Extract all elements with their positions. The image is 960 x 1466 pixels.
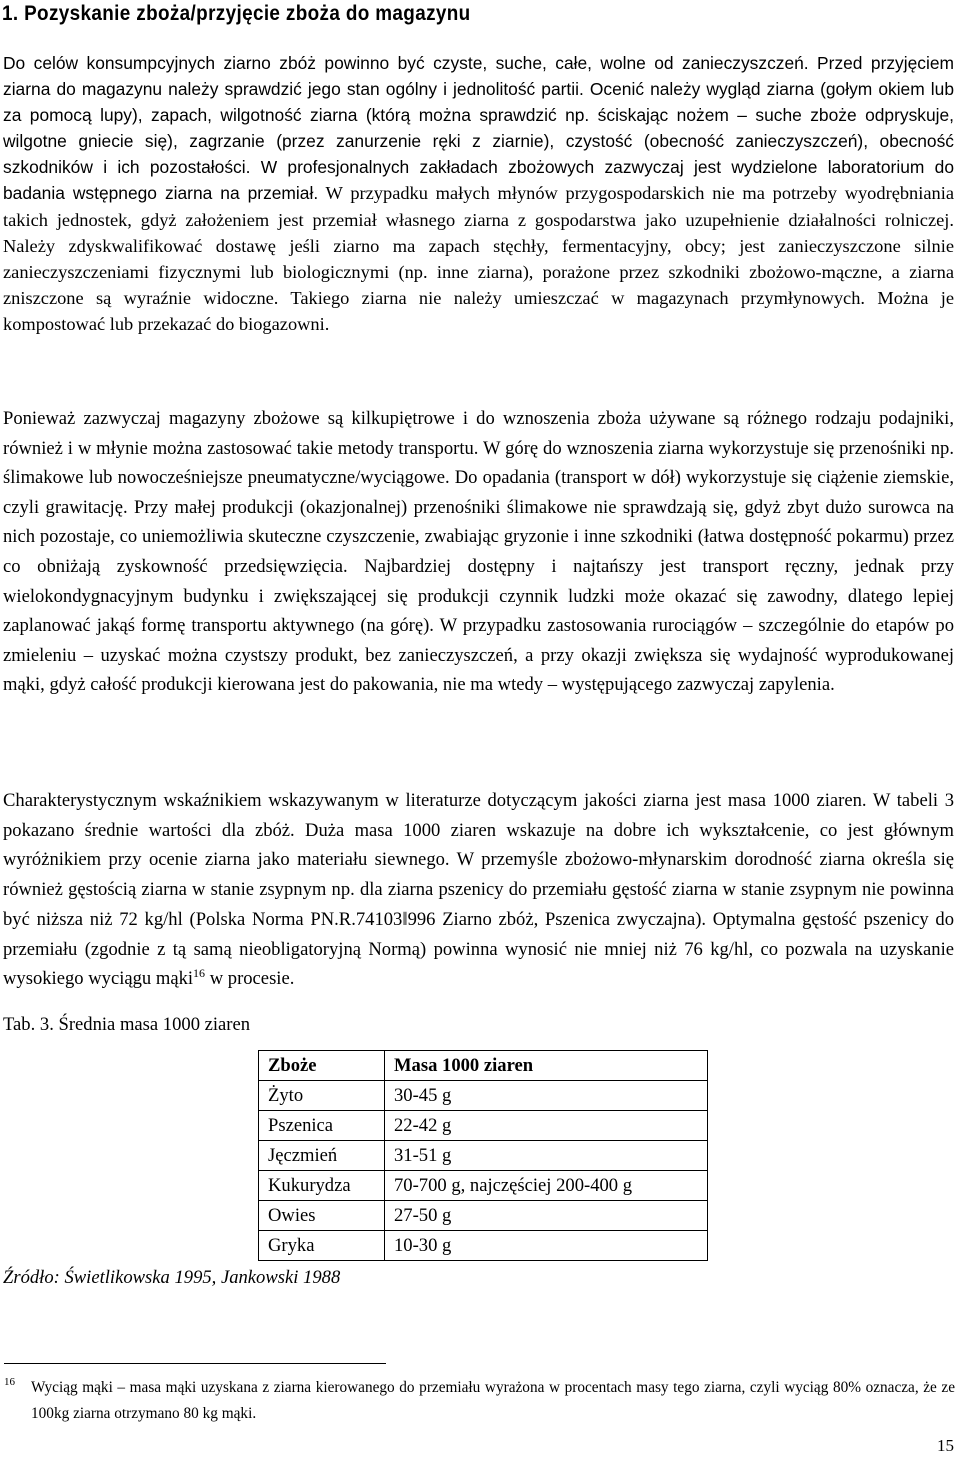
paragraph-transport: Ponieważ zazwyczaj magazyny zbożowe są kilkupiętrowe i do wznoszenia zboża używane są różnego rodzaju podajniki, również i w młynie można zastosować takie metody transportu. W górę do wznoszenia ziarna wykorzystuje się przenośniki np. ślimakowe lub nowocześniejsze pneumatyczne/wyciągowe. Do opadania (transport w dół) wykorzystuje się ciążenie ziemskie, czyli grawitację. Przy małej produkcji (okazjonalnej) przenośniki ślimakowe nie sprawdzają się, gdyż zbyt dużo surowca na nich pozostaje, co uniemożliwia skuteczne czyszczenie, zwabiając gryzonie i inne szkodniki (łatwa dostępność pokarmu) przez co obniżają zyskowność przedsięwzięcia. Najbardziej dostępny i najtańszy jest transport ręczny, jednak przy wielokondygnacyjnym budynku i zwiększającej się produkcji czynnik ludzki może okazać się zawodny, dlatego lepiej zaplanować jakąś formę transportu aktywnego (na górę). W przypadku zastosowania rurociągów – szczególnie do etapów po zmieleniu – uzyskać można czystszy produkt, bez zanieczyszczeń, a przy okazji zwiększa się wydajność wyprodukowanej mąki, gdyż całość produkcji kierowana jest do pakowania, nie ma wtedy – występującego zazwyczaj zapylenia. <box>3 408 954 696</box>
table-cell-mass: 27-50 g <box>385 1201 708 1231</box>
table-source: Źródło: Świetlikowska 1995, Jankowski 1988 <box>3 1267 341 1288</box>
table-header-row <box>259 1051 708 1081</box>
table-cell-grain: Pszenica <box>259 1111 385 1141</box>
footnote-text: Wyciąg mąki – masa mąki uzyskana z ziarna kierowanego do przemiału wyrażona w procentach masy tego ziarna, czyli wyciąg 80% oznacza, że ze 100kg ziarna otrzymano 80 kg mąki. <box>31 1379 955 1422</box>
table-row <box>259 1141 708 1171</box>
table-row <box>259 1171 708 1201</box>
table-cell-grain: Jęczmień <box>259 1141 385 1171</box>
table-header-cell: Masa 1000 ziaren <box>385 1051 708 1081</box>
table-row <box>259 1111 708 1141</box>
table-cell-mass: 70-700 g, najczęściej 200-400 g <box>385 1171 708 1201</box>
grain-mass-table <box>258 1050 708 1261</box>
paragraph-grain-intake-serif-part: W przypadku małych młynów przygospodarskich nie ma potrzeby wyodrębniania takich jednostek, gdyż założeniem jest przemiał własnego ziarna z gospodarstwa jako uzupełnienie działalności rolniczej. Należy zdyskwalifikować dostawę jeśli ziarno ma zapach stęchły, fermentacyjny, obcy; jest zanieczyszczone silnie zanieczyszczeniami fizycznymi lub biologicznymi (np. inne ziarna), porażone przez szkodniki zbożowo-mączne, a ziarna zniszczone są wyraźnie widoczne. Takiego ziarna nie należy umieszczać w magazynach przymłynowych. Można je kompostować lub przekazać do biogazowni. <box>3 183 954 334</box>
table-cell-grain: Żyto <box>259 1081 385 1111</box>
paragraph-grain-mass-text: Charakterystycznym wskaźnikiem wskazywanym w literaturze dotyczącym jakości ziarna jest masa 1000 ziaren. W tabeli 3 pokazano średnie wartości dla zbóż. Duża masa 1000 ziaren wskazuje na dobre ich wykształcenie, co jest głównym wyróżnikiem przy ocenie ziarna jako materiału siewnego. W przemyśle zbożowo-młynarskim dorodność ziarna określa się również gęstością ziarna w stanie zsypnym np. dla ziarna pszenicy do przemiału gęstość ziarna w stanie zsypnym nie powinna być niższa niż 72 kg/hl (Polska Norma PN.R.74103‖996 Ziarno zbóż, Pszenica zwyczajna). Optymalna gęstość pszenicy do przemiału (zgodnie z tą samą nieobligatoryjną Normą) powinna wynosić nie mniej niż 76 kg/hl, co pozwala na uzyskanie wysokiego wyciągu mąki <box>3 790 954 990</box>
footnote-reference: 16 <box>193 966 206 981</box>
paragraph-grain-mass-tail: w procesie. <box>205 968 295 990</box>
table-row <box>259 1201 708 1231</box>
table-cell-mass: 10-30 g <box>385 1231 708 1261</box>
section-heading: 1. Pozyskanie zboża/przyjęcie zboża do magazynu <box>2 2 471 25</box>
footnote-divider <box>4 1363 386 1364</box>
table-cell-grain: Kukurydza <box>259 1171 385 1201</box>
table-row <box>259 1081 708 1111</box>
paragraph-grain-intake-sans-part: Do celów konsumpcyjnych ziarno zbóż powinno być czyste, suche, całe, wolne od zanieczyszczeń. Przed przyjęciem ziarna do magazynu należy sprawdzić jego stan ogólny i jednolitość partii. Ocenić należy wygląd ziarna (gołym okiem lub za pomocą lupy), zapach, wilgotność ziarna (którą można sprawdzić np. ściskając nożem – suche zboże odpryskuje, wilgotne gniecie się), zagrzanie (przez zanurzenie ręki z ziarnie), czystość (obecność zanieczyszczeń), obecność szkodników i ich pozostałości. W profesjonalnych zakładach zbożowych zazwyczaj jest wydzielone laboratorium do badania wstępnego ziarna na przemiał. <box>3 53 954 204</box>
page-number: 15 <box>937 1436 954 1455</box>
table-row <box>259 1231 708 1261</box>
paragraph-grain-mass <box>3 786 954 994</box>
table-caption: Tab. 3. Średnia masa 1000 ziaren <box>3 1014 251 1035</box>
table-cell-mass: 31-51 g <box>385 1141 708 1171</box>
paragraph-grain-intake <box>3 50 954 337</box>
table-header-cell: Zboże <box>259 1051 385 1081</box>
table-cell-mass: 30-45 g <box>385 1081 708 1111</box>
table-cell-grain: Gryka <box>259 1231 385 1261</box>
table-cell-mass: 22-42 g <box>385 1111 708 1141</box>
footnote-number: 16 <box>4 1376 15 1388</box>
table-cell-grain: Owies <box>259 1201 385 1231</box>
